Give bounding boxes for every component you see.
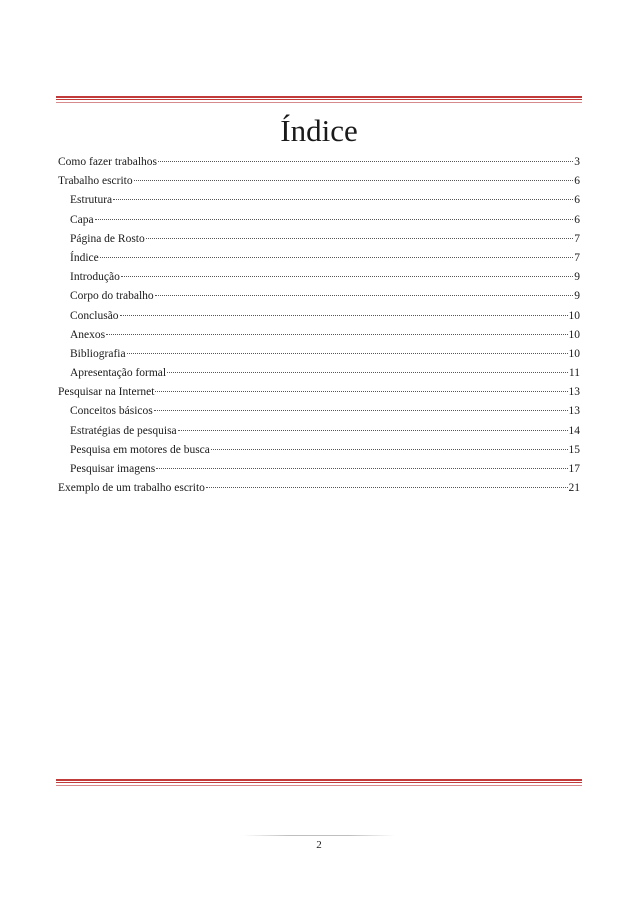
toc-entry[interactable] (58, 233, 580, 252)
toc-entry[interactable] (58, 175, 580, 194)
table-of-contents (58, 156, 580, 501)
toc-entry[interactable] (58, 482, 580, 501)
toc-entry-page: 9 (574, 271, 580, 284)
toc-entry[interactable] (58, 310, 580, 329)
toc-entry[interactable] (58, 444, 580, 463)
toc-entry-page: 13 (568, 405, 580, 418)
toc-leader-dots (120, 315, 568, 316)
toc-entry-page: 6 (574, 213, 580, 226)
toc-entry-page: 10 (568, 328, 580, 341)
toc-entry[interactable] (58, 214, 580, 233)
toc-entry-label: Pesquisar imagens (70, 463, 156, 475)
toc-entry-label: Estratégias de pesquisa (70, 424, 177, 437)
toc-entry-page: 17 (568, 463, 580, 475)
toc-leader-dots (127, 353, 568, 354)
toc-entry-label: Conclusão (70, 309, 119, 322)
page-number-divider (243, 835, 395, 836)
toc-entry-page: 13 (568, 386, 580, 399)
toc-entry-page: 10 (568, 347, 580, 360)
toc-leader-dots (121, 276, 573, 277)
toc-entry[interactable] (58, 252, 580, 271)
toc-entry-page: 14 (568, 424, 580, 437)
toc-leader-dots (158, 161, 573, 162)
toc-entry-label: Anexos (70, 328, 106, 341)
toc-entry-label: Pesquisar na Internet (58, 386, 155, 399)
toc-entry-label: Bibliografia (70, 347, 126, 360)
toc-entry-label: Introdução (70, 271, 120, 284)
toc-leader-dots (206, 487, 568, 488)
toc-entry[interactable] (58, 425, 580, 444)
toc-entry-label: Conceitos básicos (70, 405, 153, 418)
toc-entry[interactable] (58, 348, 580, 367)
toc-leader-dots (134, 180, 574, 181)
toc-leader-dots (154, 410, 568, 411)
toc-leader-dots (211, 449, 568, 450)
toc-entry-page: 15 (568, 443, 580, 456)
toc-entry-page: 21 (568, 482, 580, 495)
toc-entry-label: Como fazer trabalhos (58, 156, 157, 168)
toc-entry-label: Pesquisa em motores de busca (70, 443, 210, 456)
toc-entry[interactable] (58, 156, 580, 175)
header-rule (56, 96, 582, 100)
toc-entry-page: 11 (568, 367, 580, 380)
toc-leader-dots (106, 334, 567, 335)
toc-entry-page: 6 (574, 194, 580, 207)
toc-leader-dots (95, 219, 574, 220)
toc-entry[interactable] (58, 405, 580, 424)
toc-entry-label: Apresentação formal (70, 367, 167, 380)
toc-leader-dots (100, 257, 574, 258)
toc-entry[interactable] (58, 329, 580, 348)
toc-leader-dots (156, 468, 567, 469)
toc-entry[interactable] (58, 463, 580, 482)
toc-leader-dots (113, 199, 573, 200)
toc-entry-label: Trabalho escrito (58, 175, 133, 188)
toc-leader-dots (167, 372, 568, 373)
toc-entry-label: Capa (70, 213, 94, 226)
toc-entry[interactable] (58, 290, 580, 309)
toc-leader-dots (146, 238, 574, 239)
toc-entry-page: 7 (574, 232, 580, 245)
toc-entry[interactable] (58, 271, 580, 290)
toc-entry-page: 7 (574, 251, 580, 264)
toc-entry-label: Corpo do trabalho (70, 290, 154, 303)
toc-leader-dots (155, 295, 574, 296)
toc-entry[interactable] (58, 367, 580, 386)
toc-entry[interactable] (58, 386, 580, 405)
toc-entry[interactable] (58, 194, 580, 213)
page-number: 2 (316, 839, 322, 851)
footer-rule (56, 779, 582, 783)
toc-entry-page: 3 (574, 156, 580, 168)
toc-entry-page: 6 (574, 175, 580, 188)
toc-entry-page: 10 (568, 309, 580, 322)
toc-entry-label: Exemplo de um trabalho escrito (58, 482, 205, 495)
toc-entry-page: 9 (574, 290, 580, 303)
toc-entry-label: Página de Rosto (70, 232, 145, 245)
toc-entry-label: Estrutura (70, 194, 113, 207)
toc-leader-dots (178, 430, 568, 431)
page-title: Índice (280, 113, 358, 148)
toc-entry-label: Índice (70, 251, 99, 264)
toc-leader-dots (155, 391, 567, 392)
